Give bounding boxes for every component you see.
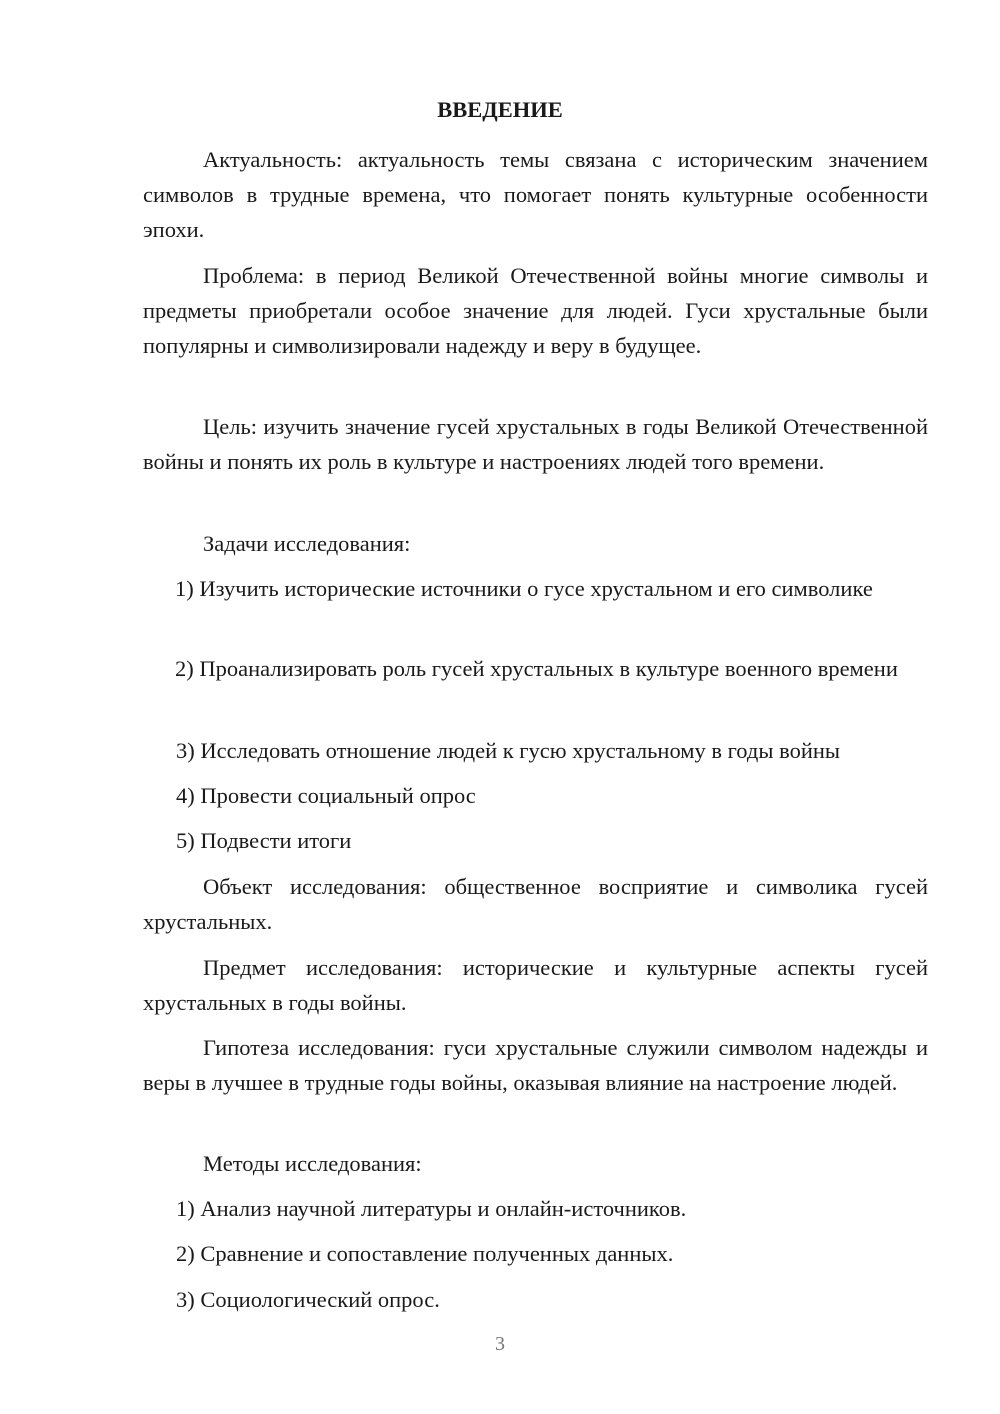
task-item: 2) Проанализировать роль гусей хрустальных в культуре военного времени	[175, 656, 898, 681]
task-item: 3) Исследовать отношение людей к гусю хрустальному в годы войны	[176, 738, 841, 763]
task-item: 1) Изучить исторические источники о гусе хрустальном и его символике	[175, 576, 873, 601]
method-item: 2) Сравнение и сопоставление полученных данных.	[176, 1241, 674, 1266]
goal-paragraph: Цель: изучить значение гусей хрустальных в годы Великой Отечественной войны и понять их роль в культуре и настроениях людей того времени.	[143, 414, 928, 474]
task-item: 4) Провести социальный опрос	[176, 783, 476, 808]
page-number: 3	[495, 1333, 505, 1355]
problem-paragraph: Проблема: в период Великой Отечественной войны многие символы и предметы приобретали особое значение для людей. Гуси хрустальные были популярны и символизировали надежду и веру в будущее.	[143, 263, 928, 358]
tasks-label: Задачи исследования:	[203, 531, 411, 556]
relevance-paragraph: Актуальность: актуальность темы связана с историческим значением символов в трудные времена, что помогает понять культурные особенности эпохи.	[143, 147, 928, 242]
object-paragraph: Объект исследования: общественное восприятие и символика гусей хрустальных.	[143, 874, 928, 934]
method-item: 1) Анализ научной литературы и онлайн-источников.	[176, 1196, 687, 1221]
method-item: 3) Социологический опрос.	[176, 1287, 440, 1312]
task-item: 5) Подвести итоги	[176, 828, 352, 853]
page-title: ВВЕДЕНИЕ	[437, 97, 563, 122]
subject-paragraph: Предмет исследования: исторические и культурные аспекты гусей хрустальных в годы войны.	[143, 955, 928, 1015]
hypothesis-paragraph: Гипотеза исследования: гуси хрустальные служили символом надежды и веры в лучшее в трудные годы войны, оказывая влияние на настроение людей.	[143, 1035, 928, 1095]
methods-label: Методы исследования:	[203, 1151, 422, 1176]
